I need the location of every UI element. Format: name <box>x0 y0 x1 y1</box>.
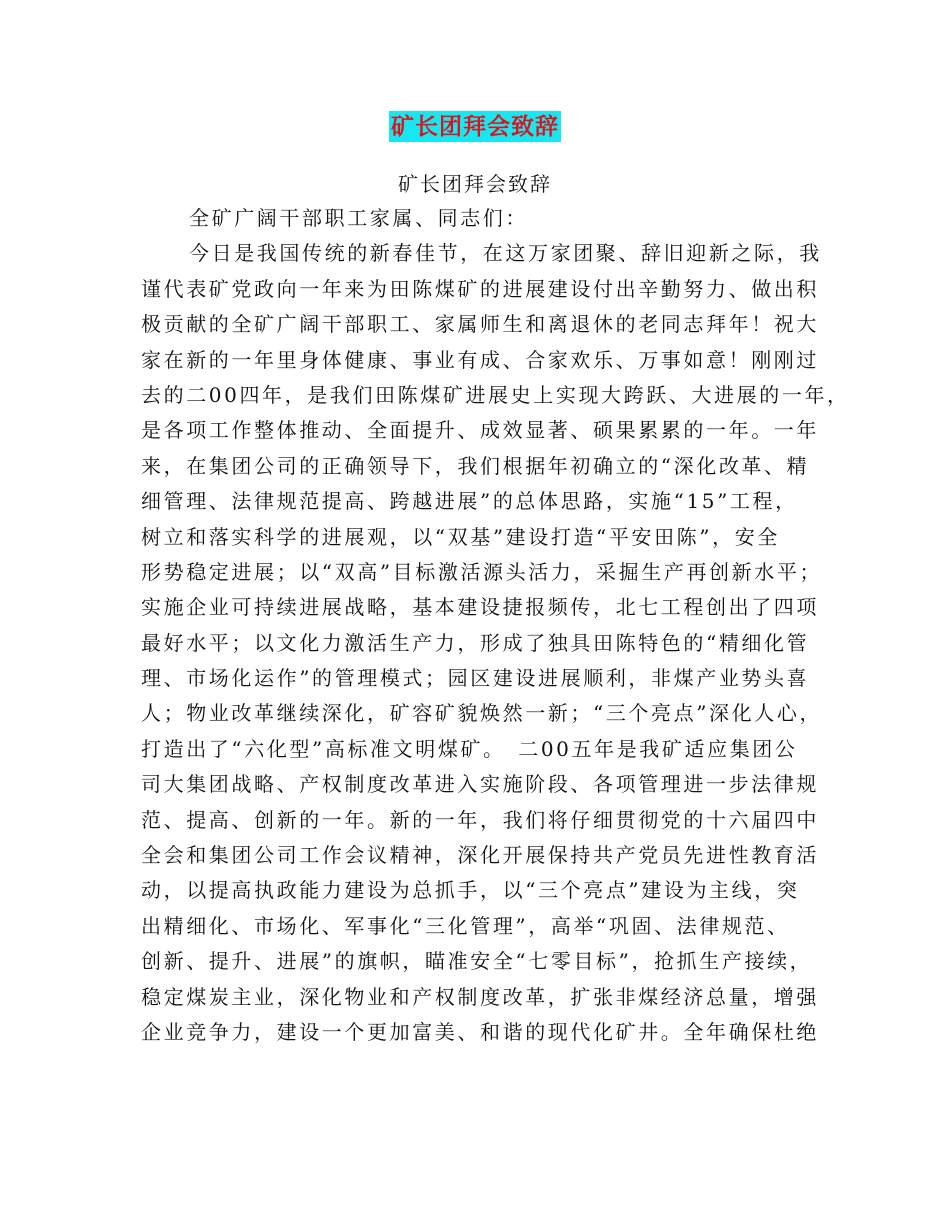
paragraph-line: 范、提高、创新的一年。新的一年，我们将仔细贯彻党的十六届四中 <box>141 807 819 832</box>
paragraph-line: 动，以提高执政能力建设为总抓手，以“三个亮点”建设为主线，突 <box>141 878 800 903</box>
paragraph-line: 去的二00四年，是我们田陈煤矿进展史上实现大跨跃、大进展的一年， <box>141 382 850 407</box>
paragraph-line: 理、市场化运作”的管理模式；园区建设进展顺利，非煤产业势头喜 <box>141 666 810 691</box>
paragraph-line: 细管理、法律规范提高、跨越进展”的总体思路，实施“15”工程， <box>141 489 798 514</box>
paragraph-line: 全会和集团公司工作会议精神，深化开展保持共产党员先进性教育活 <box>141 843 819 868</box>
paragraph-line: 是各项工作整体推动、全面提升、成效显著、硕果累累的一年。一年 <box>141 418 819 443</box>
paragraph-line: 司大集团战略、产权制度改革进入实施阶段、各项管理进一步法律规 <box>141 772 819 797</box>
paragraph-line: 人；物业改革继续深化，矿容矿貌焕然一新；“三个亮点”深化人心， <box>141 701 823 726</box>
document-subtitle: 矿长团拜会致辞 <box>398 172 552 196</box>
document-title <box>0 110 950 146</box>
paragraph-line: 来，在集团公司的正确领导下，我们根据年初确立的“深化改革、精 <box>141 453 810 478</box>
document-body <box>141 201 850 1050</box>
salutation-line: 全矿广阔干部职工家属、同志们： <box>189 206 528 230</box>
paragraph-line: 家在新的一年里身体健康、事业有成、合家欢乐、万事如意！刚刚过 <box>141 347 819 372</box>
paragraph-line: 出精细化、市场化、军事化“三化管理”，高举“巩固、法律规范、 <box>141 913 790 938</box>
paragraph-line: 企业竞争力，建设一个更加富美、和谐的现代化矿井。全年确保杜绝 <box>141 1019 819 1044</box>
paragraph-line: 最好水平；以文化力激活生产力，形成了独具田陈特色的“精细化管 <box>141 630 810 655</box>
paragraph-line: 谨代表矿党政向一年来为田陈煤矿的进展建设付出辛勤努力、做出积 <box>141 276 819 301</box>
paragraph-line: 实施企业可持续进展战略，基本建设捷报频传，北七工程创出了四项 <box>141 595 819 620</box>
paragraph-line: 创新、提升、进展”的旗帜，瞄准安全“七零目标”，抢抓生产接续， <box>141 949 813 974</box>
paragraph-line: 稳定煤炭主业，深化物业和产权制度改革，扩张非煤经济总量，增强 <box>141 984 819 1009</box>
paragraph-line: 今日是我国传统的新春佳节，在这万家团聚、辞旧迎新之际，我 <box>189 241 822 266</box>
document-title-text: 矿长团拜会致辞 <box>391 113 559 140</box>
paragraph-line: 极贡献的全矿广阔干部职工、家属师生和离退休的老同志拜年！祝大 <box>141 312 819 337</box>
paragraph-line: 树立和落实科学的进展观，以“双基”建设打造“平安田陈”，安全 <box>141 524 780 549</box>
paragraph-line: 形势稳定进展；以“双高”目标激活源头活力，采掘生产再创新水平； <box>141 559 823 584</box>
paragraph-line: 打造出了“六化型”高标准文明煤矿。 二00五年是我矿适应集团公 <box>141 736 798 761</box>
